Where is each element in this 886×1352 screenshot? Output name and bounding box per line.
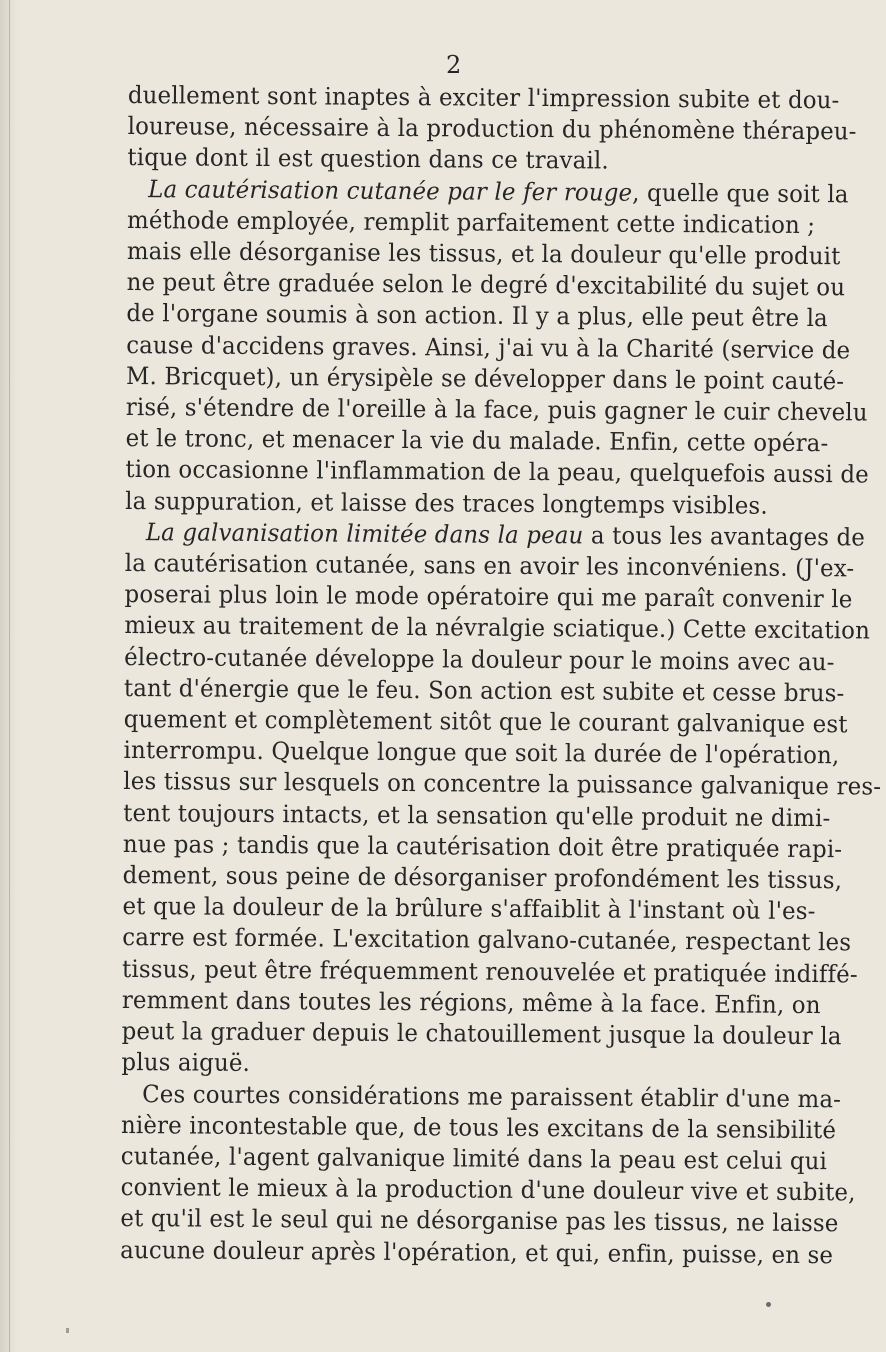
italic-term: cautérisation cutanée par le fer rouge [184,175,633,207]
text-line: et qu'il est le seul qui ne désorganise pas les tissus, ne laisse [120,1204,839,1238]
text-line: carre est formée. L'excitation galvano-cutanée, respectant les [122,923,852,957]
text-line: dement, sous peine de désorganiser profondément les tissus, [122,861,843,895]
text-line: loureuse, nécessaire à la production du phénomène thérapeu- [127,112,857,146]
italic-term: galvanisation limitée dans la peau [182,518,584,550]
text-line: méthode employée, remplit parfaitement cette indication ; [126,205,816,239]
text-line: et le tronc, et menacer la vie du malade. Enfin, cette opéra- [125,424,829,458]
text-line: nue pas ; tandis que la cautérisation doit être pratiquée rapi- [122,829,843,864]
page-body [120,80,882,1270]
text-line: quement et complètement sitôt que le courant galvanique est [123,705,848,739]
text-line: poserai plus loin le mode opératoire qui me paraît convenir le [124,580,853,614]
text-line: de l'organe soumis à son action. Il y a plus, elle peut être la [126,299,828,333]
text-line: les tissus sur lesquels on concentre la puissance galvanique res- [123,767,882,802]
text-run: a tous les avantages de [583,521,866,552]
text-line: interrompu. Quelque longue que soit la durée de l'opération, [123,736,840,770]
text-line: M. Bricquet), un érysipèle se développer dans le point cauté- [125,361,845,396]
text-line: cause d'accidens graves. Ainsi, j'ai vu à la Charité (service de [126,330,851,364]
text-line: duellement sont inaptes à exciter l'impression subite et dou- [127,80,840,115]
binding-edge-line [9,0,10,1352]
text-line: tant d'énergie que le feu. Son action est subite et cesse brus- [123,673,845,708]
text-line: tissus, peut être fréquemment renouvelée et pratiquée indiffé- [122,954,858,989]
text-line: convient le mieux à la production d'une douleur vive et subite, [120,1173,856,1207]
text-line: mais elle désorganise les tissus, et la douleur qu'elle produit [126,237,841,271]
text-line: ne peut être graduée selon le degré d'excitabilité du sujet ou [126,268,846,302]
paragraph-start-line: Ces courtes considérations me paraissent établir d'une ma- [142,1079,842,1113]
text-run: , quelle que soit la [632,178,849,208]
paragraph-start-line [125,517,866,553]
text-line: électro-cutanée développe la douleur pour le moins avec au- [124,642,835,676]
text-line: plus aiguë. [121,1048,251,1078]
text-line: tique dont il est question dans ce travail. [127,143,609,175]
text-line: remment dans toutes les régions, même à la face. Enfin, on [121,985,821,1020]
text-line: tent toujours intacts, et la sensation qu'elle produit ne dimi- [123,798,831,832]
italic-article: La [145,517,183,547]
text-line: la suppuration, et laisse des traces longtemps visibles. [125,486,768,520]
paragraph-start-line [127,174,849,210]
text-line: mieux au traitement de la névralgie sciatique.) Cette excitation [124,611,871,645]
ink-speck [766,1302,771,1307]
paper-mark [66,1328,69,1333]
text-line: et que la douleur de la brûlure s'affaiblit à l'instant où l'es- [122,892,816,926]
text-line: aucune douleur après l'opération, et qui, enfin, puisse, en se [120,1235,834,1269]
text-line: peut la graduer depuis le chatouillement jusque la douleur la [121,1017,842,1051]
page-number: 2 [446,51,462,79]
italic-article: La [148,174,185,204]
text-line: nière incontestable que, de tous les excitans de la sensibilité [120,1110,837,1144]
text-line: la cautérisation cutanée, sans en avoir les inconvéniens. (J'ex- [124,549,855,583]
text-line: tion occasionne l'inflammation de la peau, quelquefois aussi de [125,455,869,489]
text-line: cutanée, l'agent galvanique limité dans la peau est celui qui [120,1141,828,1176]
text-line: risé, s'étendre de l'oreille à la face, puis gagner le cuir chevelu [125,393,868,427]
